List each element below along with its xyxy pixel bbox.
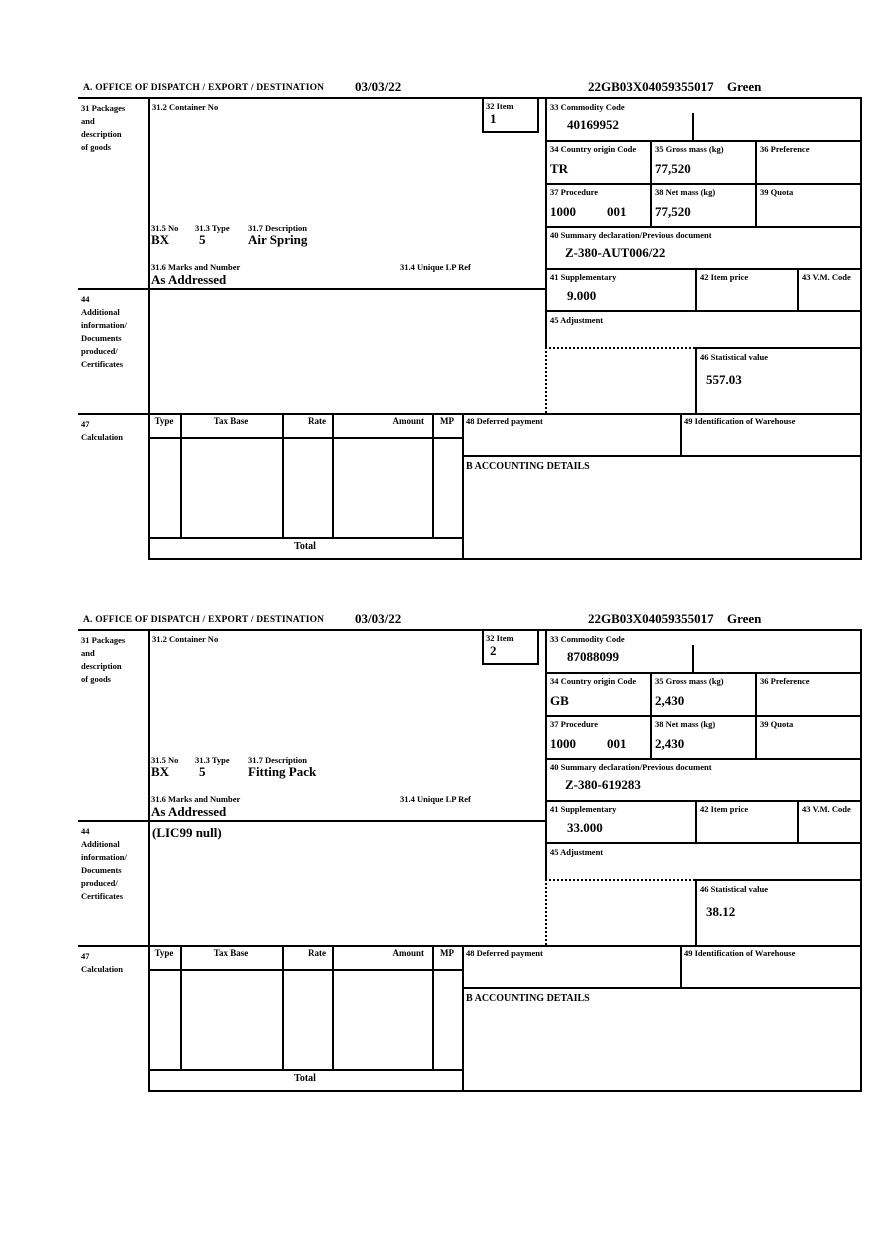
preference-label: 36 Preference: [760, 676, 810, 686]
label-line: information/: [81, 852, 127, 862]
label-line: 47: [81, 951, 90, 961]
divider: [482, 663, 539, 665]
accounting-details-label: B ACCOUNTING DETAILS: [466, 993, 590, 1004]
label-line: 31 Packages: [81, 103, 126, 113]
divider: [462, 945, 464, 1090]
additional-information-label: [81, 825, 127, 903]
package-no-label: 31.5 No: [151, 755, 179, 765]
divider: [148, 629, 150, 1092]
divider: [860, 97, 862, 560]
divider: [545, 347, 695, 349]
description-value: Fitting Pack: [248, 764, 317, 779]
adjustment-label: 45 Adjustment: [550, 315, 604, 325]
supplementary-value: 9.000: [567, 288, 597, 303]
country-origin-label: 34 Country origin Code: [550, 144, 637, 154]
supplementary-value: 33.000: [567, 820, 603, 835]
container-no-label: 31.2 Container No: [152, 102, 219, 112]
net-mass-label: 38 Net mass (kg): [655, 719, 716, 729]
label-line: 44: [81, 826, 90, 836]
divider: [545, 800, 862, 802]
description-label: 31.7 Description: [248, 755, 308, 765]
statistical-value-label: 46 Statistical value: [700, 884, 768, 894]
divider: [148, 969, 462, 971]
amount-column-header: Amount: [392, 416, 424, 426]
marks-and-number-label: 31.6 Marks and Number: [151, 794, 241, 804]
package-type-label: 31.3 Type: [195, 223, 230, 233]
label-line: 44: [81, 294, 90, 304]
quota-label: 39 Quota: [760, 187, 794, 197]
container-no-label: 31.2 Container No: [152, 634, 219, 644]
label-line: Additional: [81, 307, 120, 317]
divider: [545, 140, 862, 142]
divider: [860, 629, 862, 1092]
label-line: Certificates: [81, 891, 124, 901]
tax-base-column-header: Tax Base: [213, 948, 249, 958]
vm-code-label: 43 V.M. Code: [802, 272, 851, 282]
divider: [78, 945, 862, 947]
divider: [680, 945, 682, 987]
item-price-label: 42 Item price: [700, 272, 749, 282]
label-line: and: [81, 116, 95, 126]
packages-description-label: [81, 102, 125, 154]
divider: [482, 131, 539, 133]
total-label: Total: [294, 541, 316, 552]
declaration-date: 03/03/22: [355, 611, 402, 626]
amount-column-header: Amount: [392, 948, 424, 958]
previous-document-value: Z-380-AUT006/22: [565, 245, 666, 260]
quota-label: 39 Quota: [760, 719, 794, 729]
procedure-additional-value: 001: [607, 736, 627, 751]
office-of-dispatch-label: A. OFFICE OF DISPATCH / EXPORT / DESTINATION: [83, 83, 325, 93]
routing-status: Green: [727, 611, 762, 626]
divider: [180, 413, 182, 537]
divider: [148, 437, 462, 439]
description-value: Air Spring: [248, 232, 308, 247]
divider: [537, 97, 539, 131]
divider: [78, 288, 545, 290]
country-origin-value: GB: [550, 693, 569, 708]
routing-status: Green: [727, 79, 762, 94]
label-line: and: [81, 648, 95, 658]
item-number-label: 32 Item: [486, 633, 514, 643]
mp-column-header: MP: [440, 416, 454, 426]
divider: [482, 97, 484, 131]
label-line: Calculation: [81, 432, 124, 442]
divider: [695, 268, 697, 310]
gross-mass-label: 35 Gross mass (kg): [655, 676, 724, 686]
unique-lp-ref-label: 31.4 Unique LP Ref: [400, 262, 471, 272]
divider: [797, 268, 799, 310]
divider: [695, 879, 697, 945]
package-no-value: BX: [151, 764, 170, 779]
divider: [545, 672, 862, 674]
divider: [537, 629, 539, 663]
unique-lp-ref-label: 31.4 Unique LP Ref: [400, 794, 471, 804]
marks-value: As Addressed: [151, 804, 227, 819]
package-no-label: 31.5 No: [151, 223, 179, 233]
label-line: produced/: [81, 346, 118, 356]
commodity-code-value: 40169952: [567, 117, 619, 132]
package-type-value: 5: [199, 232, 206, 247]
declaration-reference: 22GB03X04059355017: [588, 79, 714, 94]
adjustment-label: 45 Adjustment: [550, 847, 604, 857]
warehouse-identification-label: 49 Identification of Warehouse: [684, 416, 796, 426]
divider: [545, 268, 862, 270]
divider: [545, 347, 547, 413]
net-mass-value: 77,520: [655, 204, 691, 219]
marks-value: As Addressed: [151, 272, 227, 287]
label-line: Additional: [81, 839, 120, 849]
label-line: of goods: [81, 142, 111, 152]
commodity-code-tick: [692, 645, 694, 672]
net-mass-value: 2,430: [655, 736, 685, 751]
accounting-details-label: B ACCOUNTING DETAILS: [466, 461, 590, 472]
deferred-payment-label: 48 Deferred payment: [466, 948, 543, 958]
label-line: description: [81, 661, 122, 671]
calculation-label: [81, 950, 123, 976]
divider: [695, 879, 862, 881]
declaration-date: 03/03/22: [355, 79, 402, 94]
previous-document-label: 40 Summary declaration/Previous document: [550, 230, 712, 240]
description-label: 31.7 Description: [248, 223, 308, 233]
country-origin-value: TR: [550, 161, 569, 176]
item-number-value: 1: [490, 111, 497, 126]
statistical-value: 557.03: [706, 372, 742, 387]
divider: [78, 97, 862, 99]
procedure-label: 37 Procedure: [550, 719, 599, 729]
mp-column-header: MP: [440, 948, 454, 958]
commodity-code-tick: [692, 113, 694, 140]
label-line: 31 Packages: [81, 635, 126, 645]
item-number-label: 32 Item: [486, 101, 514, 111]
supplementary-label: 41 Supplementary: [550, 804, 617, 814]
divider: [695, 347, 862, 349]
gross-mass-value: 77,520: [655, 161, 691, 176]
declaration-grid: [78, 629, 862, 1092]
deferred-payment-label: 48 Deferred payment: [466, 416, 543, 426]
label-line: Certificates: [81, 359, 124, 369]
gross-mass-value: 2,430: [655, 693, 685, 708]
divider: [148, 1069, 462, 1071]
divider: [462, 455, 862, 457]
divider: [78, 629, 862, 631]
label-line: of goods: [81, 674, 111, 684]
item-number-value: 2: [490, 643, 497, 658]
label-line: produced/: [81, 878, 118, 888]
divider: [432, 945, 434, 1069]
supplementary-label: 41 Supplementary: [550, 272, 617, 282]
divider: [545, 183, 862, 185]
total-label: Total: [294, 1073, 316, 1084]
commodity-code-label: 33 Commodity Code: [550, 102, 625, 112]
divider: [148, 558, 862, 560]
package-type-label: 31.3 Type: [195, 755, 230, 765]
marks-and-number-label: 31.6 Marks and Number: [151, 262, 241, 272]
label-line: 47: [81, 419, 90, 429]
divider: [545, 842, 862, 844]
divider: [545, 226, 862, 228]
item-price-label: 42 Item price: [700, 804, 749, 814]
statistical-value: 38.12: [706, 904, 736, 919]
divider: [148, 97, 150, 560]
warehouse-identification-label: 49 Identification of Warehouse: [684, 948, 796, 958]
additional-info-value: (LIC99 null): [152, 825, 222, 840]
previous-document-value: Z-380-619283: [565, 777, 641, 792]
commodity-code-label: 33 Commodity Code: [550, 634, 625, 644]
divider: [148, 1090, 862, 1092]
divider: [148, 537, 462, 539]
label-line: Documents: [81, 865, 122, 875]
label-line: description: [81, 129, 122, 139]
label-line: Documents: [81, 333, 122, 343]
divider: [462, 413, 464, 558]
divider: [545, 879, 695, 881]
form-header: [78, 612, 862, 629]
divider: [545, 310, 862, 312]
divider: [695, 347, 697, 413]
divider: [482, 629, 484, 663]
divider: [180, 945, 182, 1069]
declaration-reference: 22GB03X04059355017: [588, 611, 714, 626]
divider: [332, 945, 334, 1069]
divider: [695, 800, 697, 842]
net-mass-label: 38 Net mass (kg): [655, 187, 716, 197]
divider: [78, 820, 545, 822]
customs-item-form: [78, 612, 862, 1094]
divider: [462, 987, 862, 989]
divider: [545, 758, 862, 760]
procedure-value: 1000: [550, 736, 576, 751]
customs-item-form: [78, 80, 862, 562]
label-line: information/: [81, 320, 127, 330]
form-header: [78, 80, 862, 97]
vm-code-label: 43 V.M. Code: [802, 804, 851, 814]
label-line: Calculation: [81, 964, 124, 974]
declaration-grid: [78, 97, 862, 560]
divider: [332, 413, 334, 537]
previous-document-label: 40 Summary declaration/Previous document: [550, 762, 712, 772]
divider: [282, 413, 284, 537]
statistical-value-label: 46 Statistical value: [700, 352, 768, 362]
divider: [78, 413, 862, 415]
divider: [680, 413, 682, 455]
rate-column-header: Rate: [308, 416, 326, 426]
procedure-additional-value: 001: [607, 204, 627, 219]
tax-type-column-header: Type: [154, 416, 174, 426]
divider: [432, 413, 434, 537]
gross-mass-label: 35 Gross mass (kg): [655, 144, 724, 154]
tax-type-column-header: Type: [154, 948, 174, 958]
office-of-dispatch-label: A. OFFICE OF DISPATCH / EXPORT / DESTINATION: [83, 615, 325, 625]
calculation-label: [81, 418, 123, 444]
procedure-label: 37 Procedure: [550, 187, 599, 197]
packages-description-label: [81, 634, 125, 686]
package-no-value: BX: [151, 232, 170, 247]
divider: [545, 715, 862, 717]
divider: [545, 879, 547, 945]
package-type-value: 5: [199, 764, 206, 779]
divider: [282, 945, 284, 1069]
country-origin-label: 34 Country origin Code: [550, 676, 637, 686]
additional-information-label: [81, 293, 127, 371]
preference-label: 36 Preference: [760, 144, 810, 154]
procedure-value: 1000: [550, 204, 576, 219]
tax-base-column-header: Tax Base: [213, 416, 249, 426]
rate-column-header: Rate: [308, 948, 326, 958]
commodity-code-value: 87088099: [567, 649, 619, 664]
divider: [797, 800, 799, 842]
